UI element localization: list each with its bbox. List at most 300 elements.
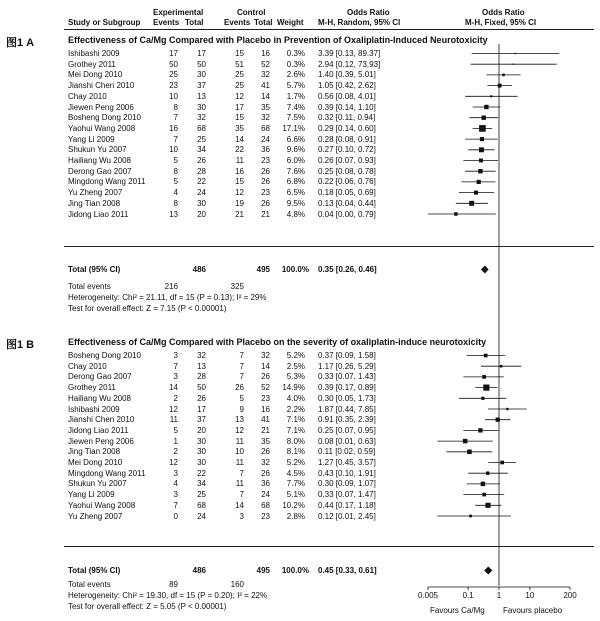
exp-events: 7 <box>173 134 178 144</box>
exp-events: 0 <box>173 511 178 521</box>
exp-total: 13 <box>197 91 206 101</box>
ctl-events: 22 <box>235 145 244 155</box>
study-name: Yu Zheng 2007 <box>68 511 123 521</box>
study-name: Chay 2010 <box>68 91 107 101</box>
point-estimate-square <box>481 397 484 400</box>
ctl-total: 16 <box>261 49 270 58</box>
study-ci-text: 0.91 [0.35, 2.39] <box>318 415 376 425</box>
ctl-events: 10 <box>235 447 244 457</box>
total-events-label: Total events <box>68 580 111 589</box>
exp-events: 16 <box>169 123 178 133</box>
study-ci-text: 1.17 [0.26, 5.29] <box>318 361 376 371</box>
ctl-total: 16 <box>261 404 270 414</box>
heterogeneity: Heterogeneity: Chi² = 21.11, df = 15 (P = 0.13); I² = 29% <box>68 293 267 302</box>
ctl-total: 36 <box>261 479 270 489</box>
exp-events: 3 <box>173 372 178 382</box>
ctl-events: 35 <box>235 123 244 133</box>
point-estimate-square <box>463 439 468 444</box>
exp-events: 12 <box>169 458 178 467</box>
header-weight: Weight <box>277 18 304 27</box>
study-ci-text: 0.29 [0.14, 0.60] <box>318 123 376 133</box>
study-ci-text: 0.33 [0.07, 1.47] <box>318 490 376 500</box>
study-weight: 7.4% <box>286 102 305 112</box>
point-estimate-square <box>490 95 492 97</box>
point-estimate-square <box>500 365 503 368</box>
exp-total: 37 <box>197 415 206 425</box>
study-ci-text: 2.94 [0.12, 73.93] <box>318 59 381 69</box>
ctl-total: 26 <box>261 372 270 382</box>
exp-total: 28 <box>197 166 206 176</box>
study-weight: 0.3% <box>286 49 305 58</box>
point-estimate-square <box>483 385 489 391</box>
ctl-events: 13 <box>235 415 244 425</box>
study-weight: 4.5% <box>286 468 305 478</box>
ctl-total: 52 <box>261 59 270 69</box>
ctl-events: 5 <box>239 393 244 403</box>
point-estimate-square <box>482 493 486 497</box>
total-events-ctl: 325 <box>230 282 244 291</box>
study-name: Grothey 2011 <box>68 383 116 393</box>
study-name: Mingdong Wang 2011 <box>68 177 146 187</box>
study-name: Grothey 2011 <box>68 59 116 69</box>
ctl-total: 24 <box>261 490 270 500</box>
ctl-total: 36 <box>261 145 270 155</box>
exp-events: 1 <box>173 436 178 446</box>
point-estimate-square <box>498 84 502 88</box>
ctl-total: 26 <box>261 198 270 208</box>
total-ctl: 495 <box>256 265 270 274</box>
study-ci-text: 0.26 [0.07, 0.93] <box>318 156 376 165</box>
total-ci-text: 0.35 [0.26, 0.46] <box>318 265 377 274</box>
summary-diamond <box>481 266 489 274</box>
total-events-exp: 216 <box>164 282 178 291</box>
study-ci-text: 0.27 [0.10, 0.72] <box>318 145 376 155</box>
point-estimate-square <box>484 354 488 358</box>
ctl-events: 25 <box>235 81 244 91</box>
study-ci-text: 0.33 [0.07, 1.43] <box>318 372 376 382</box>
exp-total: 25 <box>197 490 206 500</box>
study-ci-text: 0.25 [0.07, 0.95] <box>318 425 376 435</box>
point-estimate-square <box>482 375 486 379</box>
point-estimate-square <box>481 482 485 486</box>
point-estimate-square <box>486 472 489 475</box>
exp-total: 30 <box>197 447 206 457</box>
exp-events: 10 <box>169 91 178 101</box>
study-weight: 6.8% <box>286 177 305 187</box>
point-estimate-square <box>485 503 490 508</box>
exp-total: 24 <box>197 188 206 198</box>
x-tick-label: 1 <box>496 591 502 600</box>
study-ci-text: 1.05 [0.42, 2.62] <box>318 81 376 91</box>
exp-total: 37 <box>197 81 206 91</box>
ctl-events: 14 <box>235 134 244 144</box>
ctl-events: 12 <box>235 188 244 198</box>
study-weight: 8.1% <box>286 447 305 457</box>
study-name: Jidong Liao 2011 <box>68 209 129 219</box>
header-ctl-total: Total <box>254 18 273 27</box>
total-weight: 100.0% <box>281 265 309 274</box>
study-name: Shukun Yu 2007 <box>68 145 127 155</box>
ctl-events: 3 <box>239 511 244 521</box>
point-estimate-square <box>477 180 481 184</box>
total-weight: 100.0% <box>281 566 309 575</box>
study-weight: 4.0% <box>286 393 305 403</box>
study-ci-text: 0.39 [0.17, 0.89] <box>318 383 376 393</box>
study-weight: 7.1% <box>286 425 305 435</box>
exp-events: 4 <box>173 188 178 198</box>
ctl-events: 15 <box>235 113 244 123</box>
point-estimate-square <box>479 125 486 132</box>
study-name: Jiewen Peng 2006 <box>68 102 134 112</box>
exp-events: 50 <box>169 59 178 69</box>
study-weight: 14.9% <box>282 383 305 393</box>
study-name: Jing Tian 2008 <box>68 198 121 208</box>
exp-events: 10 <box>169 145 178 155</box>
header-study: Study or Subgroup <box>68 18 141 27</box>
study-weight: 7.5% <box>286 113 305 123</box>
study-name: Yang Li 2009 <box>68 490 115 500</box>
study-name: Ishibashi 2009 <box>68 49 120 58</box>
study-weight: 5.1% <box>286 490 305 500</box>
ctl-events: 51 <box>235 59 244 69</box>
exp-events: 5 <box>173 156 178 165</box>
ctl-total: 26 <box>261 166 270 176</box>
point-estimate-square <box>454 212 458 216</box>
exp-total: 30 <box>197 436 206 446</box>
study-ci-text: 0.44 [0.17, 1.18] <box>318 500 376 510</box>
total-exp: 486 <box>192 566 206 575</box>
study-name: Shukun Yu 2007 <box>68 479 127 489</box>
study-name: Mingdong Wang 2011 <box>68 468 146 478</box>
exp-events: 23 <box>169 81 178 91</box>
point-estimate-square <box>479 159 483 163</box>
study-weight: 10.2% <box>282 500 305 510</box>
header-exp-total: Total <box>185 18 204 27</box>
exp-total: 32 <box>197 351 206 360</box>
study-ci-text: 0.37 [0.09, 1.58] <box>318 351 376 360</box>
ctl-total: 26 <box>261 468 270 478</box>
total-ctl: 495 <box>256 566 270 575</box>
study-name: Mei Dong 2010 <box>68 458 123 467</box>
ctl-events: 17 <box>235 102 244 112</box>
point-estimate-square <box>502 74 505 77</box>
study-ci-text: 0.12 [0.01, 2.45] <box>318 511 376 521</box>
exp-total: 13 <box>197 361 206 371</box>
panel-a-title: Effectiveness of Ca/Mg Compared with Placebo in Prevention of Oxaliplatin-Induced Neurotoxicity <box>68 35 488 45</box>
figure-label-b: 图1 B <box>6 339 35 351</box>
point-estimate-square <box>467 450 472 455</box>
x-tick-label: 10 <box>525 591 535 600</box>
study-name: Jianshi Chen 2010 <box>68 81 135 91</box>
ctl-events: 11 <box>235 156 244 165</box>
ctl-total: 41 <box>261 415 270 425</box>
exp-events: 3 <box>173 351 178 360</box>
ctl-events: 7 <box>239 468 244 478</box>
point-estimate-square <box>479 147 484 152</box>
point-estimate-square <box>500 461 504 465</box>
study-name: Jidong Liao 2011 <box>68 425 129 435</box>
exp-events: 14 <box>169 383 178 393</box>
ctl-events: 11 <box>235 458 244 467</box>
panel-b-title: Effectiveness of Ca/Mg Compared with Placebo on the severity of oxaliplatin-induce neurotoxicity <box>68 337 487 347</box>
exp-events: 13 <box>169 209 178 219</box>
study-weight: 2.2% <box>286 404 305 414</box>
exp-events: 8 <box>173 166 178 176</box>
ctl-events: 9 <box>239 404 244 414</box>
total-events-ctl: 160 <box>230 580 244 589</box>
header-experimental: Experimental <box>153 8 204 17</box>
exp-total: 30 <box>197 102 206 112</box>
header-exp-events: Events <box>153 18 180 27</box>
ctl-events: 15 <box>235 49 244 58</box>
ctl-events: 12 <box>235 91 244 101</box>
exp-events: 12 <box>169 404 178 414</box>
ctl-total: 68 <box>261 123 270 133</box>
exp-total: 30 <box>197 198 206 208</box>
point-estimate-square <box>515 53 516 54</box>
exp-events: 8 <box>173 198 178 208</box>
overall-effect-test: Test for overall effect: Z = 7.15 (P < 0.00001) <box>68 304 227 313</box>
ctl-total: 21 <box>261 209 270 219</box>
header-or-fixed-bot: M-H, Fixed, 95% CI <box>465 18 537 27</box>
ctl-events: 7 <box>239 351 244 360</box>
point-estimate-square <box>469 515 472 518</box>
study-weight: 6.5% <box>286 188 305 198</box>
study-weight: 2.6% <box>286 70 305 80</box>
exp-total: 24 <box>197 511 206 521</box>
ctl-total: 14 <box>261 361 270 371</box>
exp-total: 50 <box>197 383 206 393</box>
exp-total: 28 <box>197 372 206 382</box>
exp-events: 3 <box>173 468 178 478</box>
point-estimate-square <box>478 169 482 173</box>
study-ci-text: 0.30 [0.09, 1.07] <box>318 479 376 489</box>
exp-total: 34 <box>197 145 206 155</box>
study-weight: 5.7% <box>286 81 305 91</box>
study-name: Yu Zheng 2007 <box>68 188 123 198</box>
exp-total: 22 <box>197 468 206 478</box>
ctl-total: 32 <box>261 458 270 467</box>
study-weight: 5.2% <box>286 351 305 360</box>
total-events-label: Total events <box>68 282 111 291</box>
study-ci-text: 0.30 [0.05, 1.73] <box>318 393 376 403</box>
ctl-events: 7 <box>239 361 244 371</box>
ctl-total: 41 <box>261 81 270 91</box>
exp-events: 2 <box>173 447 178 457</box>
ctl-events: 19 <box>235 198 244 208</box>
study-weight: 7.6% <box>286 166 305 176</box>
point-estimate-square <box>484 105 488 109</box>
study-name: Yang Li 2009 <box>68 134 115 144</box>
total-ci-text: 0.45 [0.33, 0.61] <box>318 566 377 575</box>
study-ci-text: 0.04 [0.00, 0.79] <box>318 209 376 219</box>
study-name: Bosheng Dong 2010 <box>68 351 141 360</box>
favours-right-label: Favours placebo <box>503 606 563 615</box>
ctl-total: 14 <box>261 91 270 101</box>
study-ci-text: 0.08 [0.01, 0.63] <box>318 436 376 446</box>
point-estimate-square <box>469 201 474 206</box>
study-weight: 5.2% <box>286 458 305 467</box>
exp-total: 34 <box>197 479 206 489</box>
ctl-total: 23 <box>261 511 270 521</box>
ctl-total: 23 <box>261 188 270 198</box>
study-weight: 9.5% <box>286 198 305 208</box>
exp-events: 25 <box>169 70 178 80</box>
ctl-total: 23 <box>261 393 270 403</box>
exp-total: 50 <box>197 59 206 69</box>
figure-label-a: 图1 A <box>6 37 35 49</box>
study-weight: 6.6% <box>286 134 305 144</box>
study-name: Mei Dong 2010 <box>68 70 123 80</box>
study-ci-text: 1.27 [0.45, 3.57] <box>318 458 376 467</box>
ctl-total: 52 <box>261 383 270 393</box>
study-ci-text: 0.43 [0.10, 1.91] <box>318 468 376 478</box>
study-weight: 7.7% <box>286 479 305 489</box>
ctl-total: 35 <box>261 436 270 446</box>
point-estimate-square <box>513 64 514 65</box>
x-tick-label: 200 <box>563 591 577 600</box>
exp-total: 32 <box>197 113 206 123</box>
study-name: Jing Tian 2008 <box>68 447 121 457</box>
exp-events: 3 <box>173 490 178 500</box>
exp-total: 68 <box>197 500 206 510</box>
exp-total: 26 <box>197 393 206 403</box>
ctl-events: 16 <box>235 166 244 176</box>
total-exp: 486 <box>192 265 206 274</box>
study-name: Derong Gao 2007 <box>68 372 132 382</box>
point-estimate-square <box>482 116 486 120</box>
exp-total: 30 <box>197 458 206 467</box>
study-ci-text: 0.13 [0.04, 0.44] <box>318 198 376 208</box>
study-ci-text: 0.56 [0.08, 4.01] <box>318 91 376 101</box>
study-ci-text: 1.40 [0.39, 5.01] <box>318 70 376 80</box>
ctl-events: 14 <box>235 500 244 510</box>
point-estimate-square <box>480 137 484 141</box>
exp-events: 4 <box>173 479 178 489</box>
study-weight: 7.1% <box>286 415 305 425</box>
study-name: Yaohui Wang 2008 <box>68 500 136 510</box>
ctl-events: 21 <box>235 209 244 219</box>
study-weight: 2.8% <box>286 511 305 521</box>
study-weight: 8.0% <box>286 436 305 446</box>
exp-total: 22 <box>197 177 206 187</box>
point-estimate-square <box>478 428 482 432</box>
study-name: Derong Gao 2007 <box>68 166 132 176</box>
exp-total: 17 <box>197 404 206 414</box>
exp-total: 30 <box>197 70 206 80</box>
ctl-events: 7 <box>239 372 244 382</box>
exp-events: 8 <box>173 102 178 112</box>
study-weight: 2.5% <box>286 361 305 371</box>
ctl-total: 23 <box>261 156 270 165</box>
study-name: Jianshi Chen 2010 <box>68 415 135 425</box>
exp-events: 7 <box>173 113 178 123</box>
exp-events: 7 <box>173 500 178 510</box>
study-name: Chay 2010 <box>68 361 107 371</box>
exp-events: 7 <box>173 361 178 371</box>
ctl-total: 32 <box>261 113 270 123</box>
overall-effect-test: Test for overall effect: Z = 5.05 (P < 0.00001) <box>68 602 227 611</box>
summary-diamond <box>484 567 492 575</box>
total-label: Total (95% CI) <box>68 566 121 575</box>
exp-events: 5 <box>173 177 178 187</box>
exp-events: 11 <box>169 415 178 425</box>
ctl-total: 26 <box>261 447 270 457</box>
header-control: Control <box>237 8 266 17</box>
study-weight: 9.6% <box>286 145 305 155</box>
study-name: Yaohui Wang 2008 <box>68 123 136 133</box>
exp-total: 17 <box>197 49 206 58</box>
study-ci-text: 0.22 [0.06, 0.76] <box>318 177 376 187</box>
study-weight: 4.8% <box>286 209 305 219</box>
ctl-events: 7 <box>239 490 244 500</box>
x-tick-label: 0.1 <box>462 591 474 600</box>
favours-left-label: Favours Ca/Mg <box>430 606 485 615</box>
exp-events: 5 <box>173 425 178 435</box>
ctl-events: 15 <box>235 177 244 187</box>
ctl-events: 11 <box>235 436 244 446</box>
study-weight: 0.3% <box>286 59 305 69</box>
study-ci-text: 1.87 [0.44, 7.85] <box>318 404 376 414</box>
study-name: Ishibashi 2009 <box>68 404 120 414</box>
ctl-events: 12 <box>235 425 244 435</box>
study-ci-text: 0.11 [0.02, 0.59] <box>318 447 376 457</box>
header-or-fixed-top: Odds Ratio <box>482 8 525 17</box>
study-name: Hailiang Wu 2008 <box>68 156 132 165</box>
study-ci-text: 0.25 [0.08, 0.78] <box>318 166 376 176</box>
study-ci-text: 0.28 [0.08, 0.91] <box>318 134 376 144</box>
study-ci-text: 3.39 [0.13, 89.37] <box>318 49 381 58</box>
header-ctl-events: Events <box>224 18 251 27</box>
exp-total: 68 <box>197 123 206 133</box>
exp-total: 26 <box>197 156 206 165</box>
study-weight: 5.3% <box>286 372 305 382</box>
ctl-total: 32 <box>261 351 270 360</box>
exp-events: 2 <box>173 393 178 403</box>
ctl-total: 21 <box>261 425 270 435</box>
study-ci-text: 0.18 [0.05, 0.69] <box>318 188 376 198</box>
total-label: Total (95% CI) <box>68 265 121 274</box>
total-events-exp: 89 <box>169 580 178 589</box>
study-ci-text: 0.39 [0.14, 1.10] <box>318 102 376 112</box>
exp-total: 25 <box>197 134 206 144</box>
point-estimate-square <box>474 191 478 195</box>
x-tick-label: 0.005 <box>417 591 439 600</box>
study-name: Jiewen Peng 2006 <box>68 436 134 446</box>
ctl-events: 26 <box>235 383 244 393</box>
header-or-random-top: Odds Ratio <box>347 8 390 17</box>
study-weight: 1.7% <box>286 91 305 101</box>
point-estimate-square <box>506 408 508 410</box>
exp-events: 17 <box>169 49 178 58</box>
ctl-events: 25 <box>235 70 244 80</box>
ctl-total: 26 <box>261 177 270 187</box>
study-weight: 6.0% <box>286 156 305 165</box>
study-name: Hailiang Wu 2008 <box>68 393 132 403</box>
ctl-events: 11 <box>235 479 244 489</box>
ctl-total: 68 <box>261 500 270 510</box>
study-name: Bosheng Dong 2010 <box>68 113 141 123</box>
heterogeneity: Heterogeneity: Chi² = 19.30, df = 15 (P = 0.20); I² = 22% <box>68 591 268 600</box>
study-weight: 17.1% <box>282 123 305 133</box>
exp-total: 20 <box>197 425 206 435</box>
ctl-total: 24 <box>261 134 270 144</box>
header-or-random-bot: M-H, Random, 95% CI <box>318 18 401 27</box>
study-ci-text: 0.32 [0.11, 0.94] <box>318 113 376 123</box>
ctl-total: 35 <box>261 102 270 112</box>
exp-total: 20 <box>197 209 206 219</box>
ctl-total: 32 <box>261 70 270 80</box>
